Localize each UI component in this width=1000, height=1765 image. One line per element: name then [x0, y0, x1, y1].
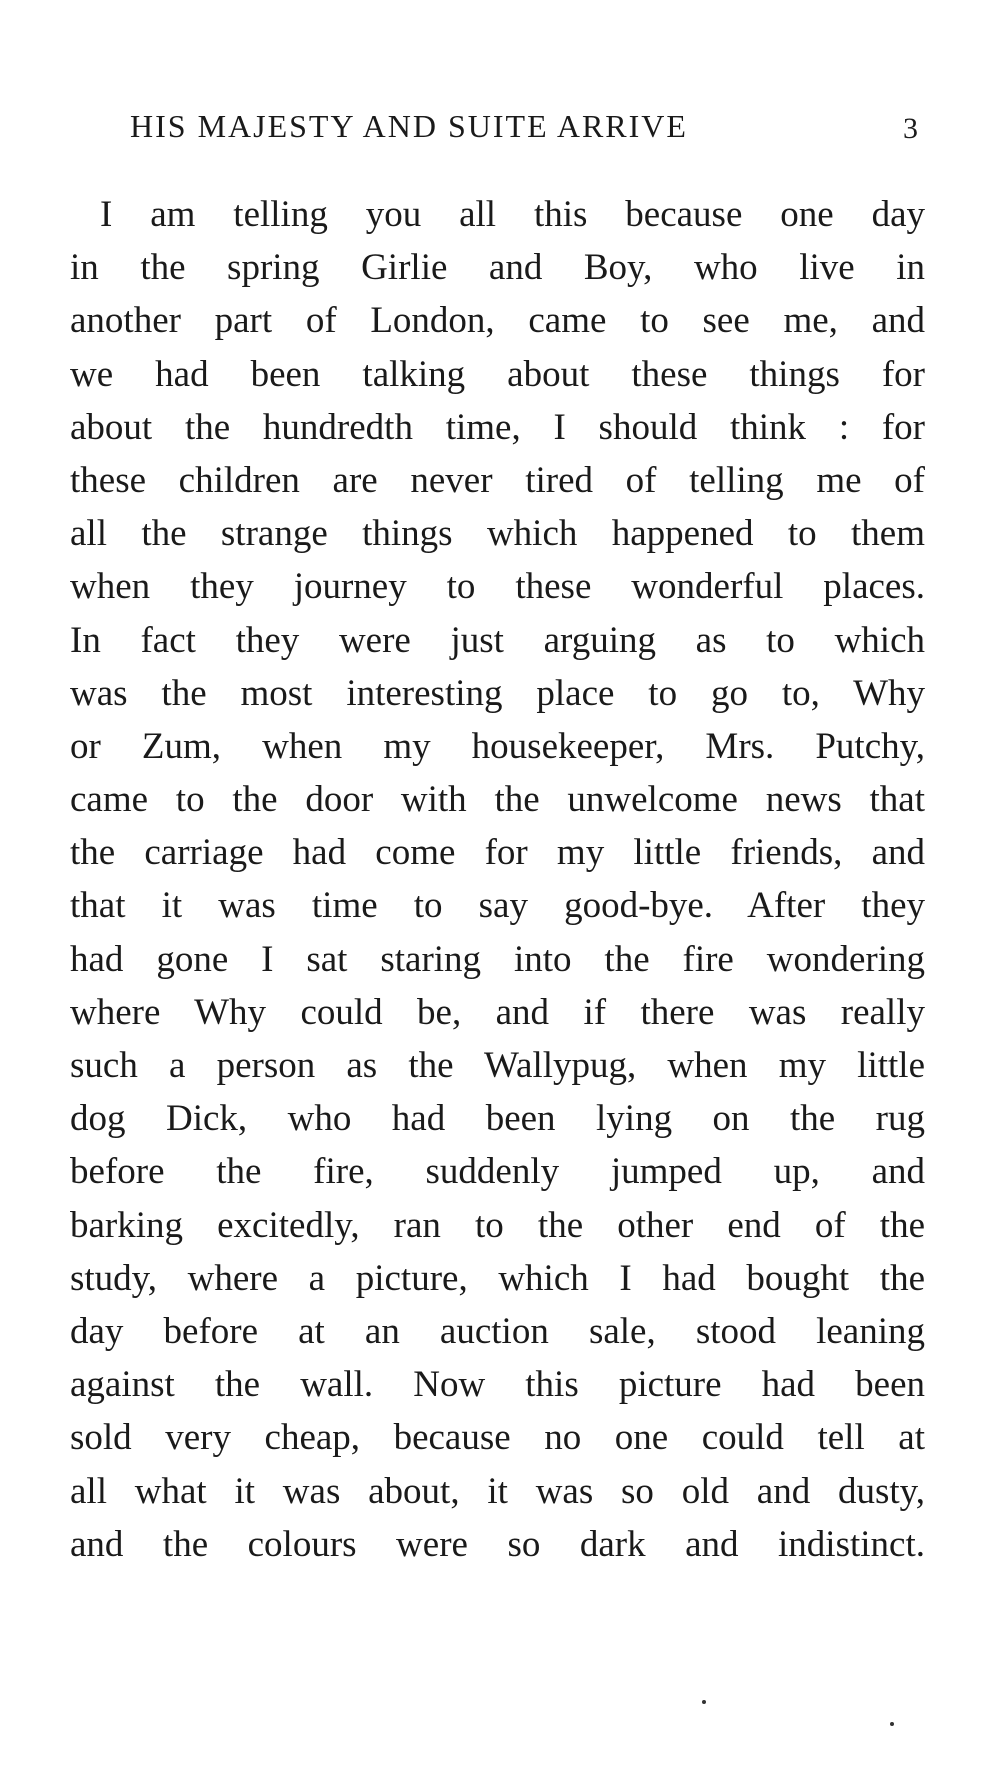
- text-line: sold very cheap, because no one could tell at: [70, 1417, 925, 1459]
- ink-speck: [890, 1722, 894, 1726]
- text-line: I am telling you all this because one day: [100, 194, 925, 235]
- text-line: all the strange things which happened to them: [70, 513, 925, 555]
- text-line: and the colours were so dark and indistinct.: [70, 1523, 925, 1565]
- text-line: dog Dick, who had been lying on the rug: [70, 1098, 925, 1140]
- text-line: about the hundredth time, I should think : for: [70, 406, 925, 448]
- text-line: day before at an auction sale, stood leaning: [70, 1310, 925, 1352]
- text-line: came to the door with the unwelcome news that: [70, 779, 925, 821]
- text-line: before the fire, suddenly jumped up, and: [70, 1151, 925, 1193]
- running-title: HIS MAJESTY AND SUITE ARRIVE: [130, 108, 688, 144]
- text-line: all what it was about, it was so old and dusty,: [70, 1470, 925, 1512]
- text-line: these children are never tired of telling me of: [70, 459, 925, 501]
- text-line: the carriage had come for my little friends, and: [70, 832, 925, 874]
- text-line: In fact they were just arguing as to which: [70, 619, 925, 661]
- page-number: 3: [903, 112, 920, 145]
- text-line: against the wall. Now this picture had been: [70, 1364, 925, 1406]
- text-line: we had been talking about these things for: [70, 353, 925, 395]
- text-line: where Why could be, and if there was really: [70, 991, 925, 1033]
- text-line: such a person as the Wallypug, when my little: [70, 1045, 925, 1086]
- text-line: had gone I sat staring into the fire wondering: [70, 938, 925, 980]
- text-line: in the spring Girlie and Boy, who live in: [70, 247, 925, 289]
- text-line: that it was time to say good-bye. After they: [70, 885, 925, 927]
- text-line: or Zum, when my housekeeper, Mrs. Putchy,: [70, 725, 925, 767]
- text-line: another part of London, came to see me, and: [70, 300, 925, 342]
- running-head: [130, 108, 920, 152]
- ink-speck: [702, 1700, 706, 1704]
- body-paragraph: [70, 188, 925, 1571]
- text-line: study, where a picture, which I had bought the: [70, 1257, 925, 1299]
- text-line: was the most interesting place to go to, Why: [70, 672, 925, 714]
- text-line: when they journey to these wonderful places.: [70, 566, 925, 608]
- text-line: barking excitedly, ran to the other end of the: [70, 1204, 925, 1246]
